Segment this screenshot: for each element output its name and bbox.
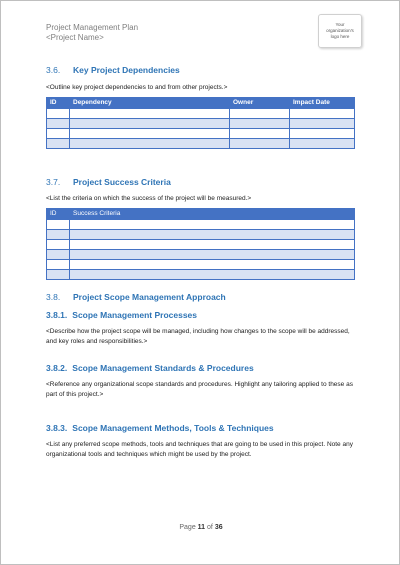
table-row: [47, 230, 355, 240]
heading-project-success-criteria: [46, 177, 171, 188]
table-cell[interactable]: [47, 220, 70, 230]
column-header-dependency: Dependency: [70, 98, 230, 109]
table-row: [47, 109, 355, 119]
table-cell[interactable]: [230, 109, 290, 119]
table-row: [47, 139, 355, 149]
table-cell[interactable]: [47, 230, 70, 240]
table-header-row: [47, 98, 355, 109]
heading-text: Scope Management Processes: [72, 310, 198, 320]
table-row: [47, 220, 355, 230]
table-cell[interactable]: [47, 240, 70, 250]
dependencies-table: [46, 97, 355, 149]
heading-scope-standards-procedures: [46, 363, 254, 374]
heading-scope-management-processes: [46, 310, 197, 321]
heading-number: 3.6.: [46, 65, 61, 75]
table-header-row: [47, 209, 355, 220]
table-cell[interactable]: [70, 250, 355, 260]
table-cell[interactable]: [47, 270, 70, 280]
table-row: [47, 119, 355, 129]
logo-text: Your organization's logo here: [326, 22, 354, 39]
table-row: [47, 129, 355, 139]
table-cell[interactable]: [70, 240, 355, 250]
heading-scope-methods-tools: [46, 423, 274, 434]
table-cell[interactable]: [290, 129, 355, 139]
footer-page-label: Page: [179, 524, 196, 531]
table-cell[interactable]: [70, 270, 355, 280]
table-cell[interactable]: [47, 129, 70, 139]
table-cell[interactable]: [230, 129, 290, 139]
table-row: [47, 270, 355, 280]
table-cell[interactable]: [230, 119, 290, 129]
heading-number: 3.8.: [46, 292, 61, 302]
heading-text: Scope Management Standards & Procedures: [72, 363, 254, 373]
table-cell[interactable]: [70, 129, 230, 139]
heading-number: 3.8.3.: [46, 423, 68, 433]
table-row: [47, 250, 355, 260]
heading-number: 3.8.2.: [46, 363, 68, 373]
instruction-scope-methods: <List any preferred scope methods, tools and techniques that are going to be used in this project. Note any organizational tools and techniques which might be used by the project.: [46, 441, 353, 458]
instruction-dependencies: <Outline key project dependencies to and from other projects.>: [46, 84, 228, 91]
instruction-scope-standards: <Reference any organizational scope standards and procedures. Highlight any tailoring applied to these as part of this project.>: [46, 381, 353, 398]
heading-number: 3.8.1.: [46, 310, 68, 320]
table-cell[interactable]: [70, 220, 355, 230]
column-header-owner: Owner: [230, 98, 290, 109]
table-cell[interactable]: [70, 119, 230, 129]
instruction-success-criteria: <List the criteria on which the success of the project will be measured.>: [46, 195, 252, 202]
table-cell[interactable]: [290, 109, 355, 119]
table-cell[interactable]: [70, 260, 355, 270]
logo-placeholder: [318, 14, 362, 48]
table-cell[interactable]: [70, 230, 355, 240]
heading-text: Scope Management Methods, Tools & Techniques: [72, 423, 274, 433]
column-header-success-criteria: Success Criteria: [70, 209, 355, 220]
heading-text: Key Project Dependencies: [73, 65, 180, 75]
heading-text: Project Success Criteria: [73, 177, 171, 187]
table-cell[interactable]: [47, 109, 70, 119]
header-title: Project Management Plan: [46, 23, 139, 32]
table-cell[interactable]: [230, 139, 290, 149]
table-cell[interactable]: [47, 260, 70, 270]
page-footer: [1, 524, 400, 531]
footer-of-label: of: [207, 524, 213, 531]
heading-number: 3.7.: [46, 177, 61, 187]
table-cell[interactable]: [47, 139, 70, 149]
table-cell[interactable]: [70, 109, 230, 119]
table-cell[interactable]: [47, 250, 70, 260]
heading-scope-management-approach: [46, 292, 226, 303]
heading-text: Project Scope Management Approach: [73, 292, 226, 302]
table-row: [47, 260, 355, 270]
success-criteria-table: [46, 208, 355, 280]
column-header-impact-date: Impact Date: [290, 98, 355, 109]
table-cell[interactable]: [70, 139, 230, 149]
table-cell[interactable]: [290, 119, 355, 129]
instruction-scope-processes: <Describe how the project scope will be managed, including how changes to the scope will be addressed, and key roles and responsibilities.>: [46, 328, 350, 345]
column-header-id: ID: [47, 98, 70, 109]
table-row: [47, 240, 355, 250]
header-subtitle: <Project Name>: [46, 33, 104, 42]
footer-page-number: 11: [197, 524, 206, 531]
column-header-id: ID: [47, 209, 70, 220]
footer-page-total: 36: [214, 524, 223, 531]
table-cell[interactable]: [47, 119, 70, 129]
table-cell[interactable]: [290, 139, 355, 149]
heading-key-project-dependencies: [46, 65, 180, 76]
